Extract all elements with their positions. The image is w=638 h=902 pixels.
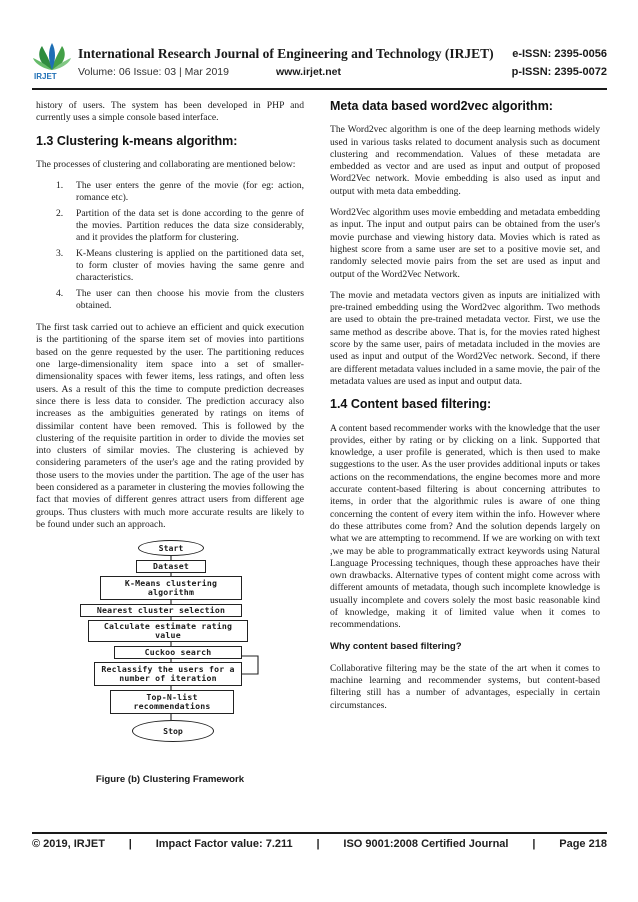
- flow-nearest-cluster: Nearest cluster selection: [80, 604, 242, 617]
- process-steps-list: [36, 180, 304, 312]
- p-issn: p-ISSN: 2395-0072: [511, 66, 607, 78]
- intro-paragraph: history of users. The system has been developed in PHP and currently uses a simple console based interface.: [36, 100, 304, 124]
- page-footer: [32, 838, 607, 850]
- irjet-logo: [32, 42, 72, 86]
- list-item: 3. K-Means clustering is applied on the partitioned data set, to form cluster of movies having the same genre and characteristics.: [56, 247, 304, 284]
- leaf-logo-icon: [32, 42, 72, 72]
- right-column: [330, 100, 600, 721]
- copyright: © 2019, IRJET: [32, 838, 105, 850]
- journal-title: International Research Journal of Engineering and Technology (IRJET): [78, 46, 494, 61]
- flow-cuckoo-search: Cuckoo search: [114, 646, 242, 659]
- process-intro: The processes of clustering and collaborating are mentioned below:: [36, 158, 296, 170]
- subheading-why-content: Why content based filtering?: [330, 640, 462, 652]
- flow-kmeans: K-Means clustering algorithm: [100, 576, 242, 600]
- section-title-word2vec: Meta data based word2vec algorithm:: [330, 99, 553, 113]
- section-title-content-filtering: 1.4 Content based filtering:: [330, 397, 492, 412]
- impact-factor: Impact Factor value: 7.211: [155, 838, 293, 850]
- page-header: [32, 42, 607, 86]
- page-number: Page 218: [559, 838, 607, 850]
- logo-text: IRJET: [34, 72, 57, 81]
- flow-topn: Top-N-list recommendations: [110, 690, 234, 714]
- flow-reclassify: Reclassify the users for a number of iteration: [94, 662, 242, 686]
- website-link[interactable]: www.irjet.net: [276, 66, 341, 78]
- word2vec-paragraph-3: The movie and metadata vectors given as inputs are initialized with pre-trained embedding using the Word2vec algorithm. Two methods are used to obtain the pre-trained metadata vector. First, we use the same method as describe above. That is, for the movies rated highest score by the same user, pairs of metadata included in the movies are used as input and output of the Word2Vec network. Second, if there are different metadata values included in a same movie, the pair of the metadata values are used as input and output data.: [330, 289, 600, 387]
- section-title-kmeans: 1.3 Clustering k-means algorithm:: [36, 133, 238, 148]
- body-paragraph: The first task carried out to achieve an efficient and quick execution is the partitioning of the sparse item set of movies into partitions based on the genre requested by the user. The partitioning reduces one large-dimensionality item space into a set of smaller-dimensionality spaces with fewer items, less ratings, and often less users. As a result of this the time to compute prediction decreases since there is less data to consider. The prediction accuracy also increases as the ambiguities generated by ratings on items of dissimilar content have been removed. This is followed by the clustering of the requisite partition in order to divide the movies set into clusters of similar movies. The clustering is achieved by considering parameters of the user's age and the rating provided by those users to the movies under the partition. The age of the user has been considered as a parameter in clustering the movies following the fact that movies of different genres attract users from different age groups. Thus clusters with much more accurate results are likely to be found under such an approach.: [36, 322, 305, 530]
- list-item: 4. The user can then choose his movie from the clusters obtained.: [56, 287, 304, 311]
- list-item: 1. The user enters the genre of the movie (for eg: action, romance etc).: [56, 180, 304, 204]
- list-item: 2. Partition of the data set is done according to the genre of the movies. Partition reduces the data size considerably, and it provides the platform for clustering.: [56, 207, 304, 244]
- flow-dataset: Dataset: [136, 560, 206, 573]
- left-column: [36, 100, 304, 787]
- footer-separator: |: [532, 838, 536, 850]
- header-divider: [32, 88, 607, 90]
- word2vec-paragraph-1: The Word2vec algorithm is one of the deep learning methods widely used in various tasks related to document analysis such as document clustering and recommendation. Values of these metadata are embedded as vector and are used as input and output of proposed Word2Vec network. Movie embedding is also used as input and output with meta data embedding.: [330, 124, 600, 197]
- content-filtering-paragraph: A content based recommender works with the knowledge that the user provides, either by rating or by clicking on a link. Supported that knowledge, a user profile is generated, which is then used to make suggestions to the user. As the user provides additional inputs or takes actions on the recommendations, the engine becomes more and more accurate content-based filtering is about concerning attributes to items, in order that the algorithmic rules is aware of one thing concerning the content of every item within the info. However where do these attributes come from? And the solution depends largely on what we are attempting to recommend. If we are working on with text ,we may be able to programmatically extract keywords using Natural Language Processing techniques, though these approaches have their own drawbacks. Alternative types of content might come across with different amounts of metadata, though such incomplete knowledge is usually incomplete and covers solely the most basic reasonable kind of knowledge, making it of limited value when it comes to recommendations.: [330, 422, 600, 631]
- iso-certification: ISO 9001:2008 Certified Journal: [343, 838, 509, 850]
- volume-issue: Volume: 06 Issue: 03 | Mar 2019: [78, 66, 229, 78]
- clustering-flowchart: [36, 540, 304, 768]
- word2vec-paragraph-2: Word2Vec algorithm uses movie embedding and metadata embedding as input. The input and output pairs can be obtained from the user's movie purchase and viewing history data. Movies which is rated as highest score from a same user are set to a positive movie set, and randomly selected movie pairs from the set are used as input and output of the Word2Vec Network.: [330, 207, 600, 280]
- footer-separator: |: [128, 838, 132, 850]
- footer-separator: |: [316, 838, 320, 850]
- flow-stop: Stop: [132, 720, 214, 742]
- why-content-paragraph: Collaborative filtering may be the state of the art when it comes to machine learning and recommender systems, but content-based filtering still has a number of advantages, especially in certain circumstances.: [330, 662, 600, 711]
- flow-calculate-rating: Calculate estimate rating value: [88, 620, 248, 642]
- e-issn: e-ISSN: 2395-0056: [512, 48, 607, 60]
- figure-caption: Figure (b) Clustering Framework: [95, 774, 245, 786]
- footer-divider: [32, 832, 607, 834]
- flow-start: Start: [138, 540, 204, 556]
